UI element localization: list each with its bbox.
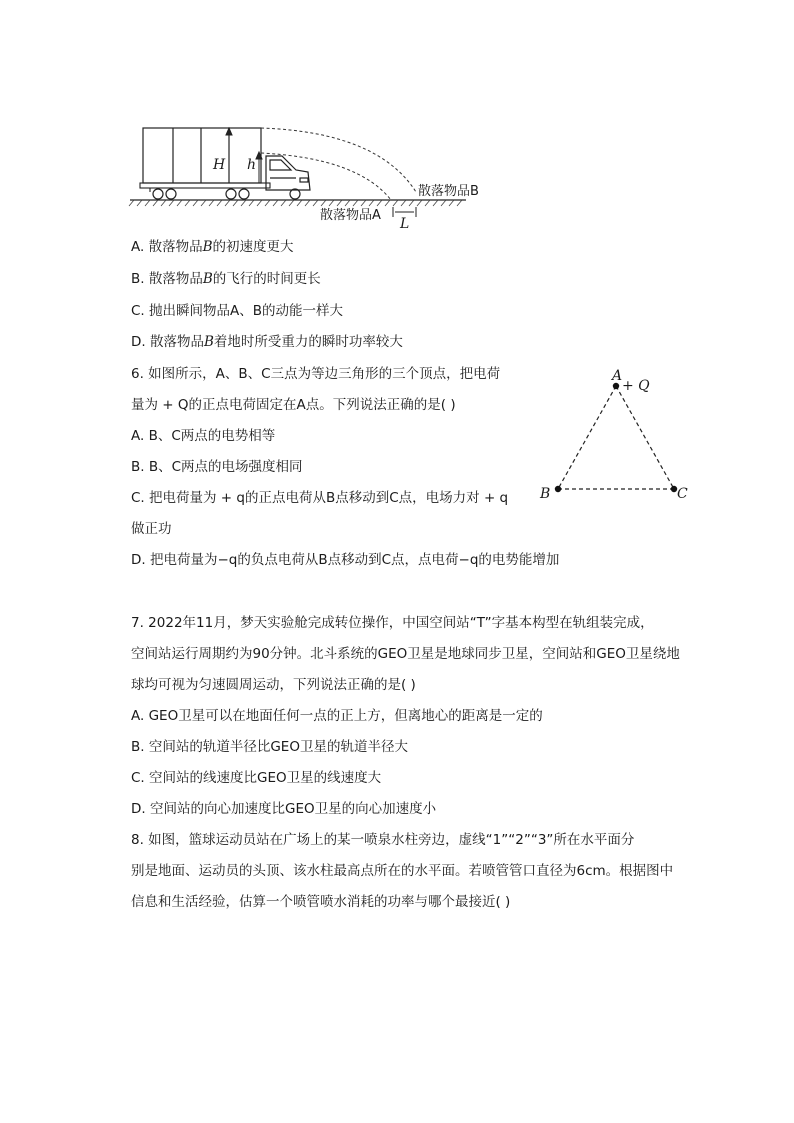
q5-option-b: B. 散落物品B的飞行的时间更长 xyxy=(131,271,321,287)
label-B: B xyxy=(540,486,551,502)
label-L: L xyxy=(400,216,410,232)
q5-option-d: D. 散落物品B着地时所受重力的瞬时功率较大 xyxy=(131,334,403,350)
label-A: A xyxy=(612,368,623,384)
cargo-box xyxy=(143,128,261,183)
q7-option-c: C. 空间站的线速度比GEO卫星的线速度大 xyxy=(131,770,382,786)
q5-option-a: A. 散落物品B的初速度更大 xyxy=(131,239,294,255)
q8-stem-line1: 8. 如图，篮球运动员站在广场上的某一喷泉水柱旁边，虚线“1”“2”“3”所在水平面分 xyxy=(131,832,635,848)
triangle-edges xyxy=(558,386,674,489)
q7-stem-line3: 球均可视为匀速圆周运动，下列说法正确的是( ) xyxy=(131,677,416,693)
q7-stem-line1: 7. 2022年11月，梦天实验舱完成转位操作，中国空间站“T”字基本构型在轨组装完成， xyxy=(131,615,654,631)
q5-option-c: C. 抛出瞬间物品A、B的动能一样大 xyxy=(131,303,344,319)
q6-stem-line2: 量为 + Q的正点电荷固定在A点。下列说法正确的是( ) xyxy=(131,397,456,413)
label-item-B: 散落物品B xyxy=(418,184,479,199)
trajectory-B xyxy=(261,128,416,192)
truck-figure xyxy=(128,120,498,235)
truck-cab xyxy=(266,156,310,190)
q6-option-d: D. 把电荷量为−q的负点电荷从B点移动到C点，点电荷−q的电势能增加 xyxy=(131,552,560,568)
label-item-A: 散落物品A xyxy=(320,208,381,223)
q7-option-d: D. 空间站的向心加速度比GEO卫星的向心加速度小 xyxy=(131,801,437,817)
height-H-arrow xyxy=(226,128,232,183)
q8-stem-line3: 信息和生活经验，估算一个喷管喷水消耗的功率与哪个最接近( ) xyxy=(131,894,511,910)
label-h: h xyxy=(247,157,257,173)
q8-stem-line2: 别是地面、运动员的头顶、该水柱最高点所在的水平面。若喷管管口直径为6cm。根据图中 xyxy=(131,863,674,879)
q7-stem-line2: 空间站运行周期约为90分钟。北斗系统的GEO卫星是地球同步卫星，空间站和GEO卫星绕地 xyxy=(131,646,680,662)
q6-option-c-line2: 做正功 xyxy=(131,521,172,537)
triangle-figure xyxy=(532,366,702,506)
q7-option-a: A. GEO卫星可以在地面任何一点的正上方，但离地心的距离是一定的 xyxy=(131,708,543,724)
vertex-B-dot xyxy=(555,486,561,492)
q6-option-a: A. B、C两点的电势相等 xyxy=(131,428,276,444)
q7-option-b: B. 空间站的轨道半径比GEO卫星的轨道半径大 xyxy=(131,739,408,755)
label-plus-Q: + Q xyxy=(622,378,650,394)
q6-option-c-line1: C. 把电荷量为 + q的正点电荷从B点移动到C点，电场力对 + q xyxy=(131,490,509,506)
q6-option-b: B. B、C两点的电场强度相同 xyxy=(131,459,303,475)
ground-hatching xyxy=(129,200,462,206)
label-H: H xyxy=(213,157,226,173)
label-C: C xyxy=(677,486,688,502)
q6-stem-line1: 6. 如图所示，A、B、C三点为等边三角形的三个顶点，把电荷 xyxy=(131,366,501,382)
